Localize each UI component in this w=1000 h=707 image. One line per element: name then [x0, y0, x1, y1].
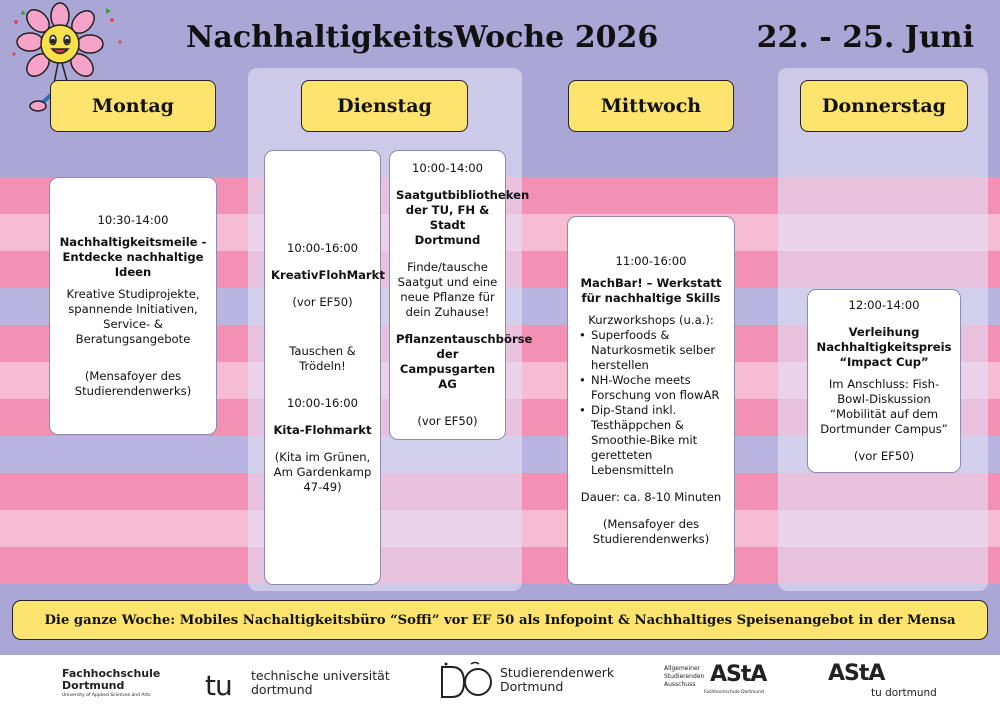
- event-title: Nachhaltigkeitsmeile - Entdecke nachhaltige Ideen: [59, 235, 207, 279]
- list-item: • NH-Woche meets Forschung von flowAR: [591, 373, 725, 403]
- week-banner: Die ganze Woche: Mobiles Nachaltigkeitsbüro “Soffi” vor EF 50 als Infopoint & Nachhaltiges Speisenangebot in der Mensa: [12, 600, 988, 640]
- event-title: KreativFlohMarkt: [271, 267, 385, 282]
- day-header-montag: Montag: [50, 80, 216, 132]
- event-location: (Kita im Grünen, Am Gardenkamp 47-49): [273, 449, 372, 494]
- logo-fh-dortmund: Fachhochschule Dortmund University of Applied Sciences and Arts: [62, 667, 161, 698]
- event-time: 10:00-16:00: [286, 395, 358, 410]
- event-time: 10:00-14:00: [411, 161, 483, 175]
- footer-logos: Fachhochschule Dortmund University of Applied Sciences and Arts tu technische universität dortmund Studierendenwerk Dortmund Allgemeiner Studierenden Ausschuss AStA Fachhochschule Dortmund AStA tu dortmund: [0, 655, 1000, 707]
- day-header-dienstag: Dienstag: [301, 80, 468, 132]
- tu-mark: tu: [205, 669, 232, 702]
- event-duration: Dauer: ca. 8-10 Minuten: [580, 490, 722, 504]
- event-time: 10:30-14:00: [97, 213, 169, 227]
- event-intro: Kurzworkshops (u.a.):: [588, 313, 714, 327]
- event-card-dienstag-saatgut: [389, 150, 533, 440]
- event-title: Saatgutbibliotheken der TU, FH & Stadt Dortmund: [396, 188, 530, 247]
- list-item: • Dip-Stand inkl. Testhäppchen & Smoothie-Bike mit geretteten Lebensmitteln: [591, 403, 725, 478]
- date-range: 22. - 25. Juni: [756, 20, 974, 55]
- event-card-montag: [49, 177, 217, 435]
- event-time: 10:00-16:00: [286, 240, 358, 255]
- event-title: MachBar! – Werkstatt für nachhaltige Skills: [580, 276, 722, 305]
- logo-studierendenwerk: Studierendenwerk Dortmund: [438, 661, 494, 705]
- event-card-donnerstag: [807, 289, 961, 473]
- event-description: Finde/tausche Saatgut und eine neue Pflanze für dein Zuhause!: [397, 260, 498, 319]
- studierendenwerk-mark-icon: [438, 661, 494, 701]
- event-card-dienstag-flohmarkt: [264, 150, 385, 585]
- event-description: Kreative Studiprojekte, spannende Initiativen, Service- & Beratungsangebote: [66, 287, 200, 346]
- event-location: (Mensafoyer des Studierendenwerks): [592, 517, 710, 546]
- event-time: 11:00-16:00: [615, 254, 687, 268]
- list-item: • Superfoods & Naturkosmetik selber herstellen: [591, 328, 725, 373]
- event-time: 12:00-14:00: [848, 298, 920, 312]
- event-title: Kita-Flohmarkt: [273, 422, 372, 437]
- day-header-mittwoch: Mittwoch: [568, 80, 734, 132]
- day-header-donnerstag: Donnerstag: [800, 80, 968, 132]
- event-description: Tauschen & Trödeln!: [289, 343, 356, 373]
- event-location: (Mensafoyer des Studierendenwerks): [74, 369, 192, 398]
- event-location: (vor EF50): [853, 449, 915, 463]
- event-description: Im Anschluss: Fish-Bowl-Diskussion “Mobilität auf dem Dortmunder Campus”: [820, 377, 948, 436]
- workshop-list: [577, 328, 725, 478]
- event-location: (vor EF50): [417, 414, 478, 428]
- page-title: NachhaltigkeitsWoche 2026: [186, 20, 659, 55]
- event-card-mittwoch: [567, 216, 735, 585]
- event-title: Verleihung Nachhaltigkeitspreis “Impact Cup”: [816, 325, 952, 369]
- event-title: Pflanzentauschbörse der Campusgarten AG: [396, 332, 533, 391]
- event-location: (vor EF50): [292, 294, 353, 309]
